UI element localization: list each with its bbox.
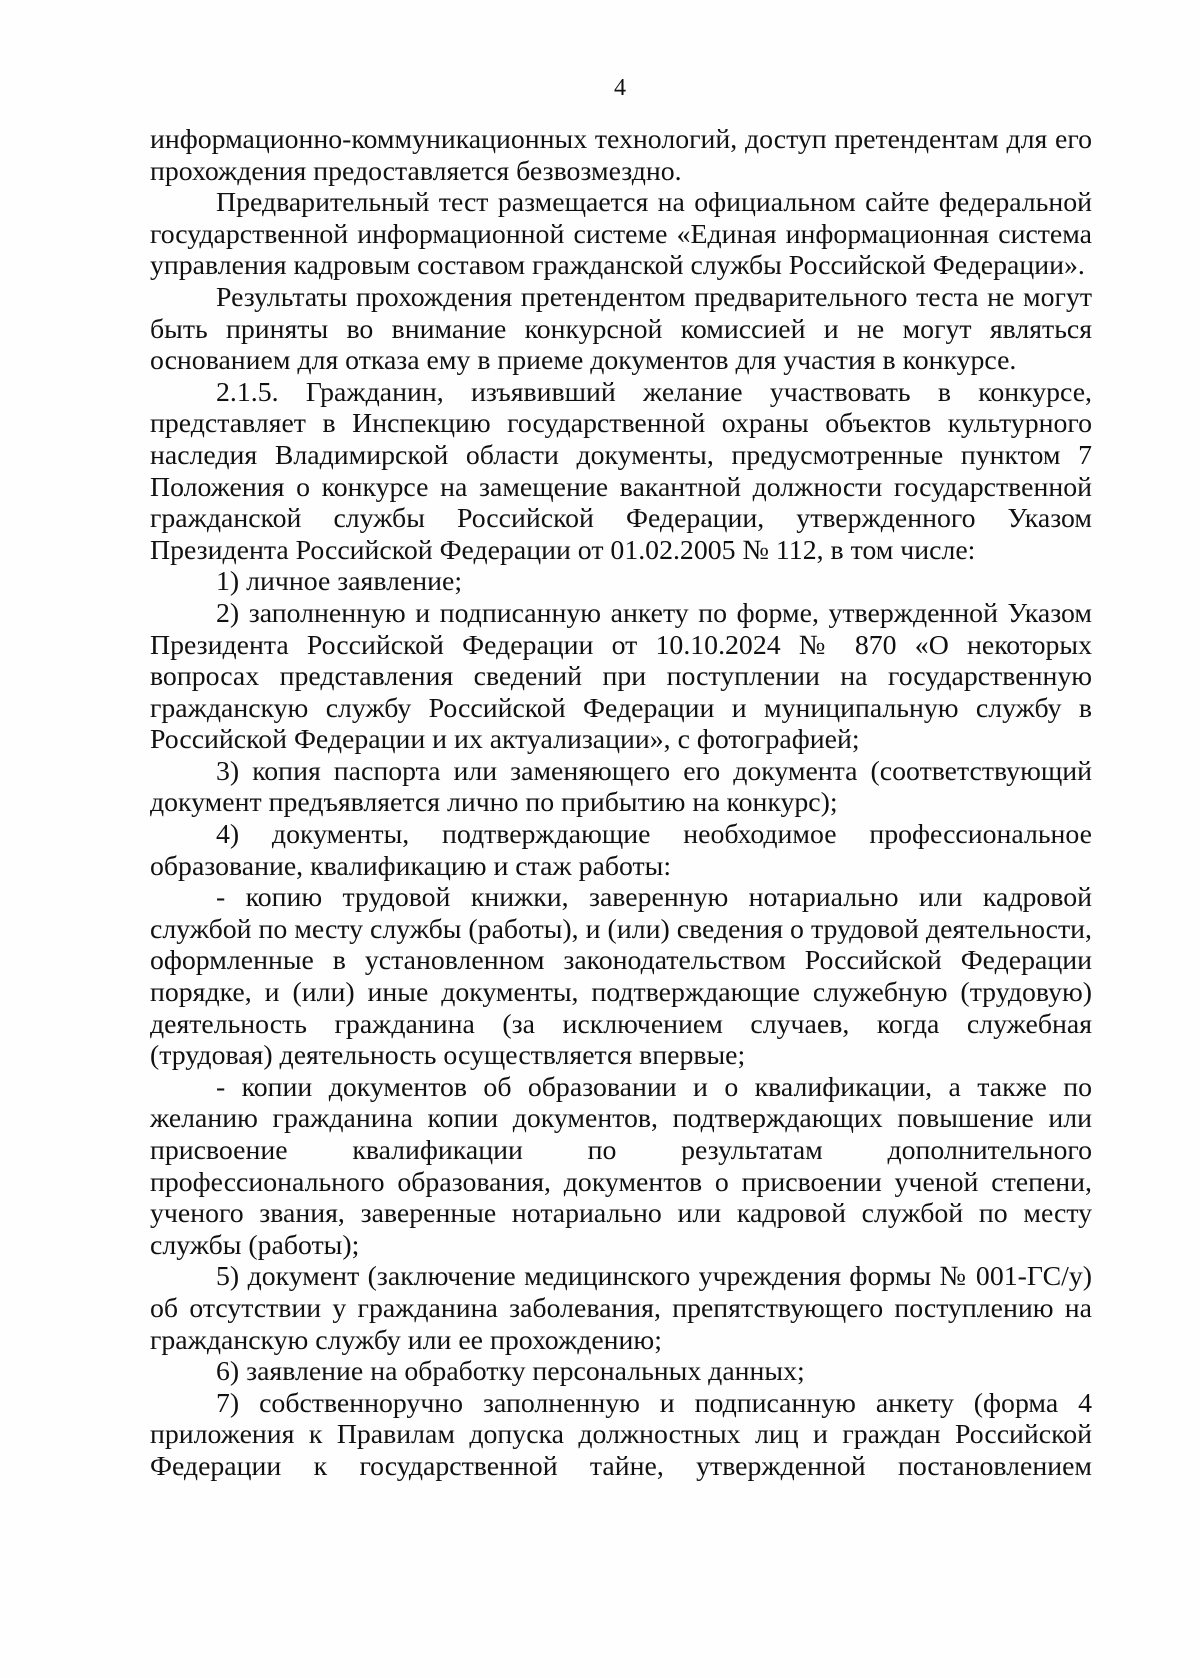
list-item-2: 2) заполненную и подписанную анкету по форме, утвержденной Указом Президента Российской Федерации от 10.10.2024 № 870 «О некоторых вопросах представления сведений при поступлении на государственную гражданскую службу Российской Федерации и муниципальную службу в Российской Федерации и их актуализации», с фотографией; (150, 597, 1092, 756)
paragraph-4: 2.1.5. Гражданин, изъявивший желание участвовать в конкурсе, представляет в Инспекцию государственной охраны объектов культурного наследия Владимирской области документы, предусмотренные пунктом 7 Положения о конкурсе на замещение вакантной должности государственной гражданской службы Российской Федерации, утвержденного Указом Президента Российской Федерации от 01.02.2005 № 112, в том числе: (150, 376, 1092, 566)
list-item-5: 5) документ (заключение медицинского учреждения формы № 001-ГС/у) об отсутствии у гражданина заболевания, препятствующего поступлению на гражданскую службу или ее прохождению; (150, 1261, 1092, 1356)
list-item-6: 6) заявление на обработку персональных данных; (216, 1356, 805, 1388)
list-item-7: 7) собственноручно заполненную и подписанную анкету (форма 4 приложения к Правилам допуска должностных лиц и граждан Российской Федерации к государственной тайне, утвержденной постановлением (150, 1387, 1092, 1482)
list-item-3: 3) копия паспорта или заменяющего его документа (соответствующий документ предъявляется лично по прибытию на конкурс); (150, 755, 1092, 819)
paragraph-2: Предварительный тест размещается на официальном сайте федеральной государственной информационной системе «Единая информационная система управления кадровым составом гражданской службы Российской Федерации». (150, 187, 1092, 282)
sub-item-work-book: - копию трудовой книжки, заверенную нотариально или кадровой службой по месту службы (работы), и (или) сведения о трудовой деятельности, оформленные в установленном законодательством Российской Федерации порядке, и (или) иные документы, подтверждающие служебную (трудовую) деятельность гражданина (за исключением случаев, когда служебная (трудовая) деятельность осуществляется впервые; (150, 882, 1092, 1072)
list-item-1: 1) личное заявление; (216, 566, 463, 598)
list-item-4: 4) документы, подтверждающие необходимое профессиональное образование, квалификацию и стаж работы: (150, 819, 1092, 882)
paragraph-1: информационно-коммуникационных технологий, доступ претендентам для его прохождения предоставляется безвозмездно. (150, 124, 1092, 187)
paragraph-3: Результаты прохождения претендентом предварительного теста не могут быть приняты во внимание конкурсной комиссией и не могут являться основанием для отказа ему в приеме документов для участия в конкурсе. (150, 281, 1092, 377)
document-body (150, 124, 1092, 1483)
page-number: 4 (614, 75, 626, 101)
sub-item-education: - копии документов об образовании и о квалификации, а также по желанию гражданина копии документов, подтверждающих повышение или присвоение квалификации по результатам дополнительного профессионального образования, документов о присвоении ученой степени, ученого звания, заверенные нотариально или кадровой службой по месту службы (работы); (150, 1071, 1092, 1261)
